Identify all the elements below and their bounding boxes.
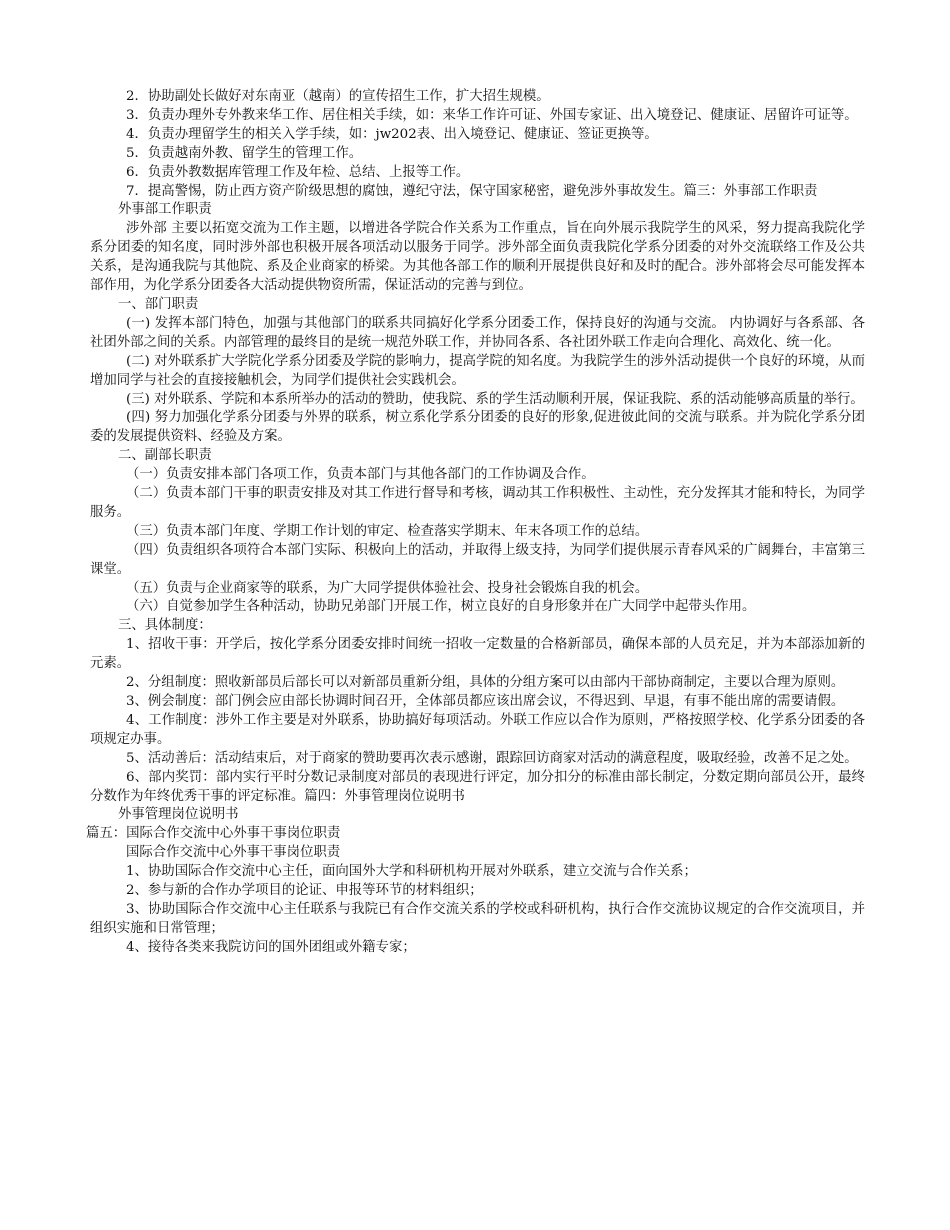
paragraph-deputy-duty-1: （一）负责安排本部门各项工作，负责本部门与其他各部门的工作协调及合作。 — [126, 467, 595, 483]
paragraph-dept-duty-4: (四) 努力加强化学系分团委与外界的联系，树立系化学系分团委的良好的形象,促进彼此间的交流与联系。并为院化学系分团委的发展提供资料、经验及方案。 — [90, 410, 865, 445]
paragraph-duty-2: 2．协助副处长做好对东南亚（越南）的宣传招生工作，扩大招生规模。 — [126, 89, 550, 104]
heading-officer-duties: 国际合作交流中心外事干事岗位职责 — [126, 845, 341, 861]
paragraph-duty-6: 6．负责外教数据库管理工作及年检、总结、上报等工作。 — [126, 164, 470, 180]
paragraph-rule-3: 3、例会制度：部门例会应由部长协调时间召开，全体部员都应该出席会议，不得迟到、早退，有事不能出席的需要请假。 — [126, 694, 845, 709]
document-page — [86, 88, 865, 958]
heading-specific-rules: 三、具体制度： — [118, 618, 212, 634]
heading-job-description: 外事管理岗位说明书 — [118, 807, 239, 823]
heading-dept-duties: 一、部门职责 — [118, 296, 199, 312]
paragraph-officer-duty-4: 4、接待各类来我院访问的国外团组或外籍专家； — [126, 939, 416, 955]
paragraph-officer-duty-1: 1、协助国际合作交流中心主任，面向国外大学和科研机构开展对外联系，建立交流与合作关系； — [126, 864, 697, 880]
paragraph-duty-5: 5．负责越南外教、留学生的管理工作。 — [126, 145, 363, 161]
paragraph-rule-4: 4、工作制度：涉外工作主要是对外联系，协助搞好每项活动。外联工作应以合作为原则，严格按照学校、化学系分团委的各项规定办事。 — [90, 712, 865, 747]
paragraph-rule-5: 5、活动善后：活动结束后，对于商家的赞助要再次表示感谢，跟踪回访商家对活动的满意程度，吸取经验，改善不足之处。 — [126, 750, 858, 766]
paragraph-rule-6: 6、部内奖罚：部内实行平时分数记录制度对部员的表现进行评定，加分扣分的标准由部长制定，分数定期向部员公开，最终分数作为年终优秀干事的评定标准。篇四：外事管理岗位说明书 — [90, 769, 865, 804]
heading-section-5: 篇五：国际合作交流中心外事干事岗位职责 — [86, 826, 341, 842]
paragraph-duty-7: 7．提高警惕，防止西方资产阶级思想的腐蚀，遵纪守法，保守国家秘密，避免涉外事故发生。篇三：外事部工作职责 — [126, 183, 818, 199]
paragraph-officer-duty-3: 3、协助国际合作交流中心主任联系与我院已有合作交流关系的学校或科研机构，执行合作交流协议规定的合作交流项目，并组织实施和日常管理； — [90, 901, 865, 936]
paragraph-dept-duty-1: (一) 发挥本部门特色，加强与其他部门的联系共同搞好化学系分团委工作，保持良好的沟通与交流。 内协调好与各系部、各社团外部之间的关系。内部管理的最终目的是统一规范外联工作，并协同各系、各社团外联工作走向合理化、高效化、统一化。 — [90, 315, 865, 350]
heading-foreign-affairs-duties: 外事部工作职责 — [118, 202, 212, 218]
paragraph-rule-2: 2、分组制度：照收新部员后部长可以对新部员重新分组，具体的分组方案可以由部内干部协商制定，主要以合理为原则。 — [126, 675, 845, 691]
paragraph-dept-intro: 涉外部 主要以拓宽交流为工作主题，以增进各学院合作关系为工作重点，旨在向外展示我院学生的风采，努力提高我院化学系分团委的知名度，同时涉外部也积极开展各项活动以服务于同学。涉外部全面负责我院化学系分团委的对外交流联络工作及公共关系，是沟通我院与其他院、系及企业商家的桥梁。为其他各部工作的顺利开展提供良好和及时的配合。涉外部将会尽可能发挥本部作用，为化学系分团委各大活动提供物资所需，保证活动的完善与到位。 — [90, 221, 865, 294]
heading-deputy-duties: 二、副部长职责 — [118, 448, 212, 464]
paragraph-deputy-duty-2: （二）负责本部门干事的职责安排及对其工作进行督导和考核，调动其工作积极性、主动性，充分发挥其才能和特长，为同学服务。 — [90, 486, 865, 520]
paragraph-duty-4: 4．负责办理留学生的相关入学手续，如：jw202表、出入境登记、健康证、签证更换等。 — [126, 126, 658, 142]
paragraph-deputy-duty-5: （五）负责与企业商家等的联系，为广大同学提供体验社会、投身社会锻炼自我的机会。 — [126, 580, 649, 596]
paragraph-rule-1: 1、招收干事：开学后，按化学系分团委安排时间统一招收一定数量的合格新部员，确保本部的人员充足，并为本部添加新的元素。 — [90, 637, 865, 672]
paragraph-deputy-duty-4: （四）负责组织各项符合本部门实际、积极向上的活动，并取得上级支持，为同学们提供展示青春风采的广阔舞台，丰富第三课堂。 — [90, 542, 865, 577]
paragraph-dept-duty-2: (二) 对外联系扩大学院化学系分团委及学院的影响力，提高学院的知名度。为我院学生的涉外活动提供一个良好的环境，从而增加同学与社会的直接接触机会，为同学们提供社会实践机会。 — [90, 353, 865, 388]
paragraph-deputy-duty-3: （三）负责本部门年度、学期工作计划的审定、检查落实学期末、年末各项工作的总结。 — [126, 523, 649, 539]
paragraph-officer-duty-2: 2、参与新的合作办学项目的论证、申报等环节的材料组织； — [126, 883, 483, 899]
paragraph-duty-3: 3．负责办理外专外教来华工作、居住相关手续，如：来华工作许可证、外国专家证、出入境登记、健康证、居留许可证等。 — [126, 107, 858, 123]
paragraph-deputy-duty-6: （六）自觉参加学生各种活动，协助兄弟部门开展工作，树立良好的自身形象并在广大同学中起带头作用。 — [126, 599, 756, 615]
paragraph-dept-duty-3: (三) 对外联系、学院和本系所举办的活动的赞助，使我院、系的学生活动顺利开展，保证我院、系的活动能够高质量的举行。 — [126, 391, 864, 407]
